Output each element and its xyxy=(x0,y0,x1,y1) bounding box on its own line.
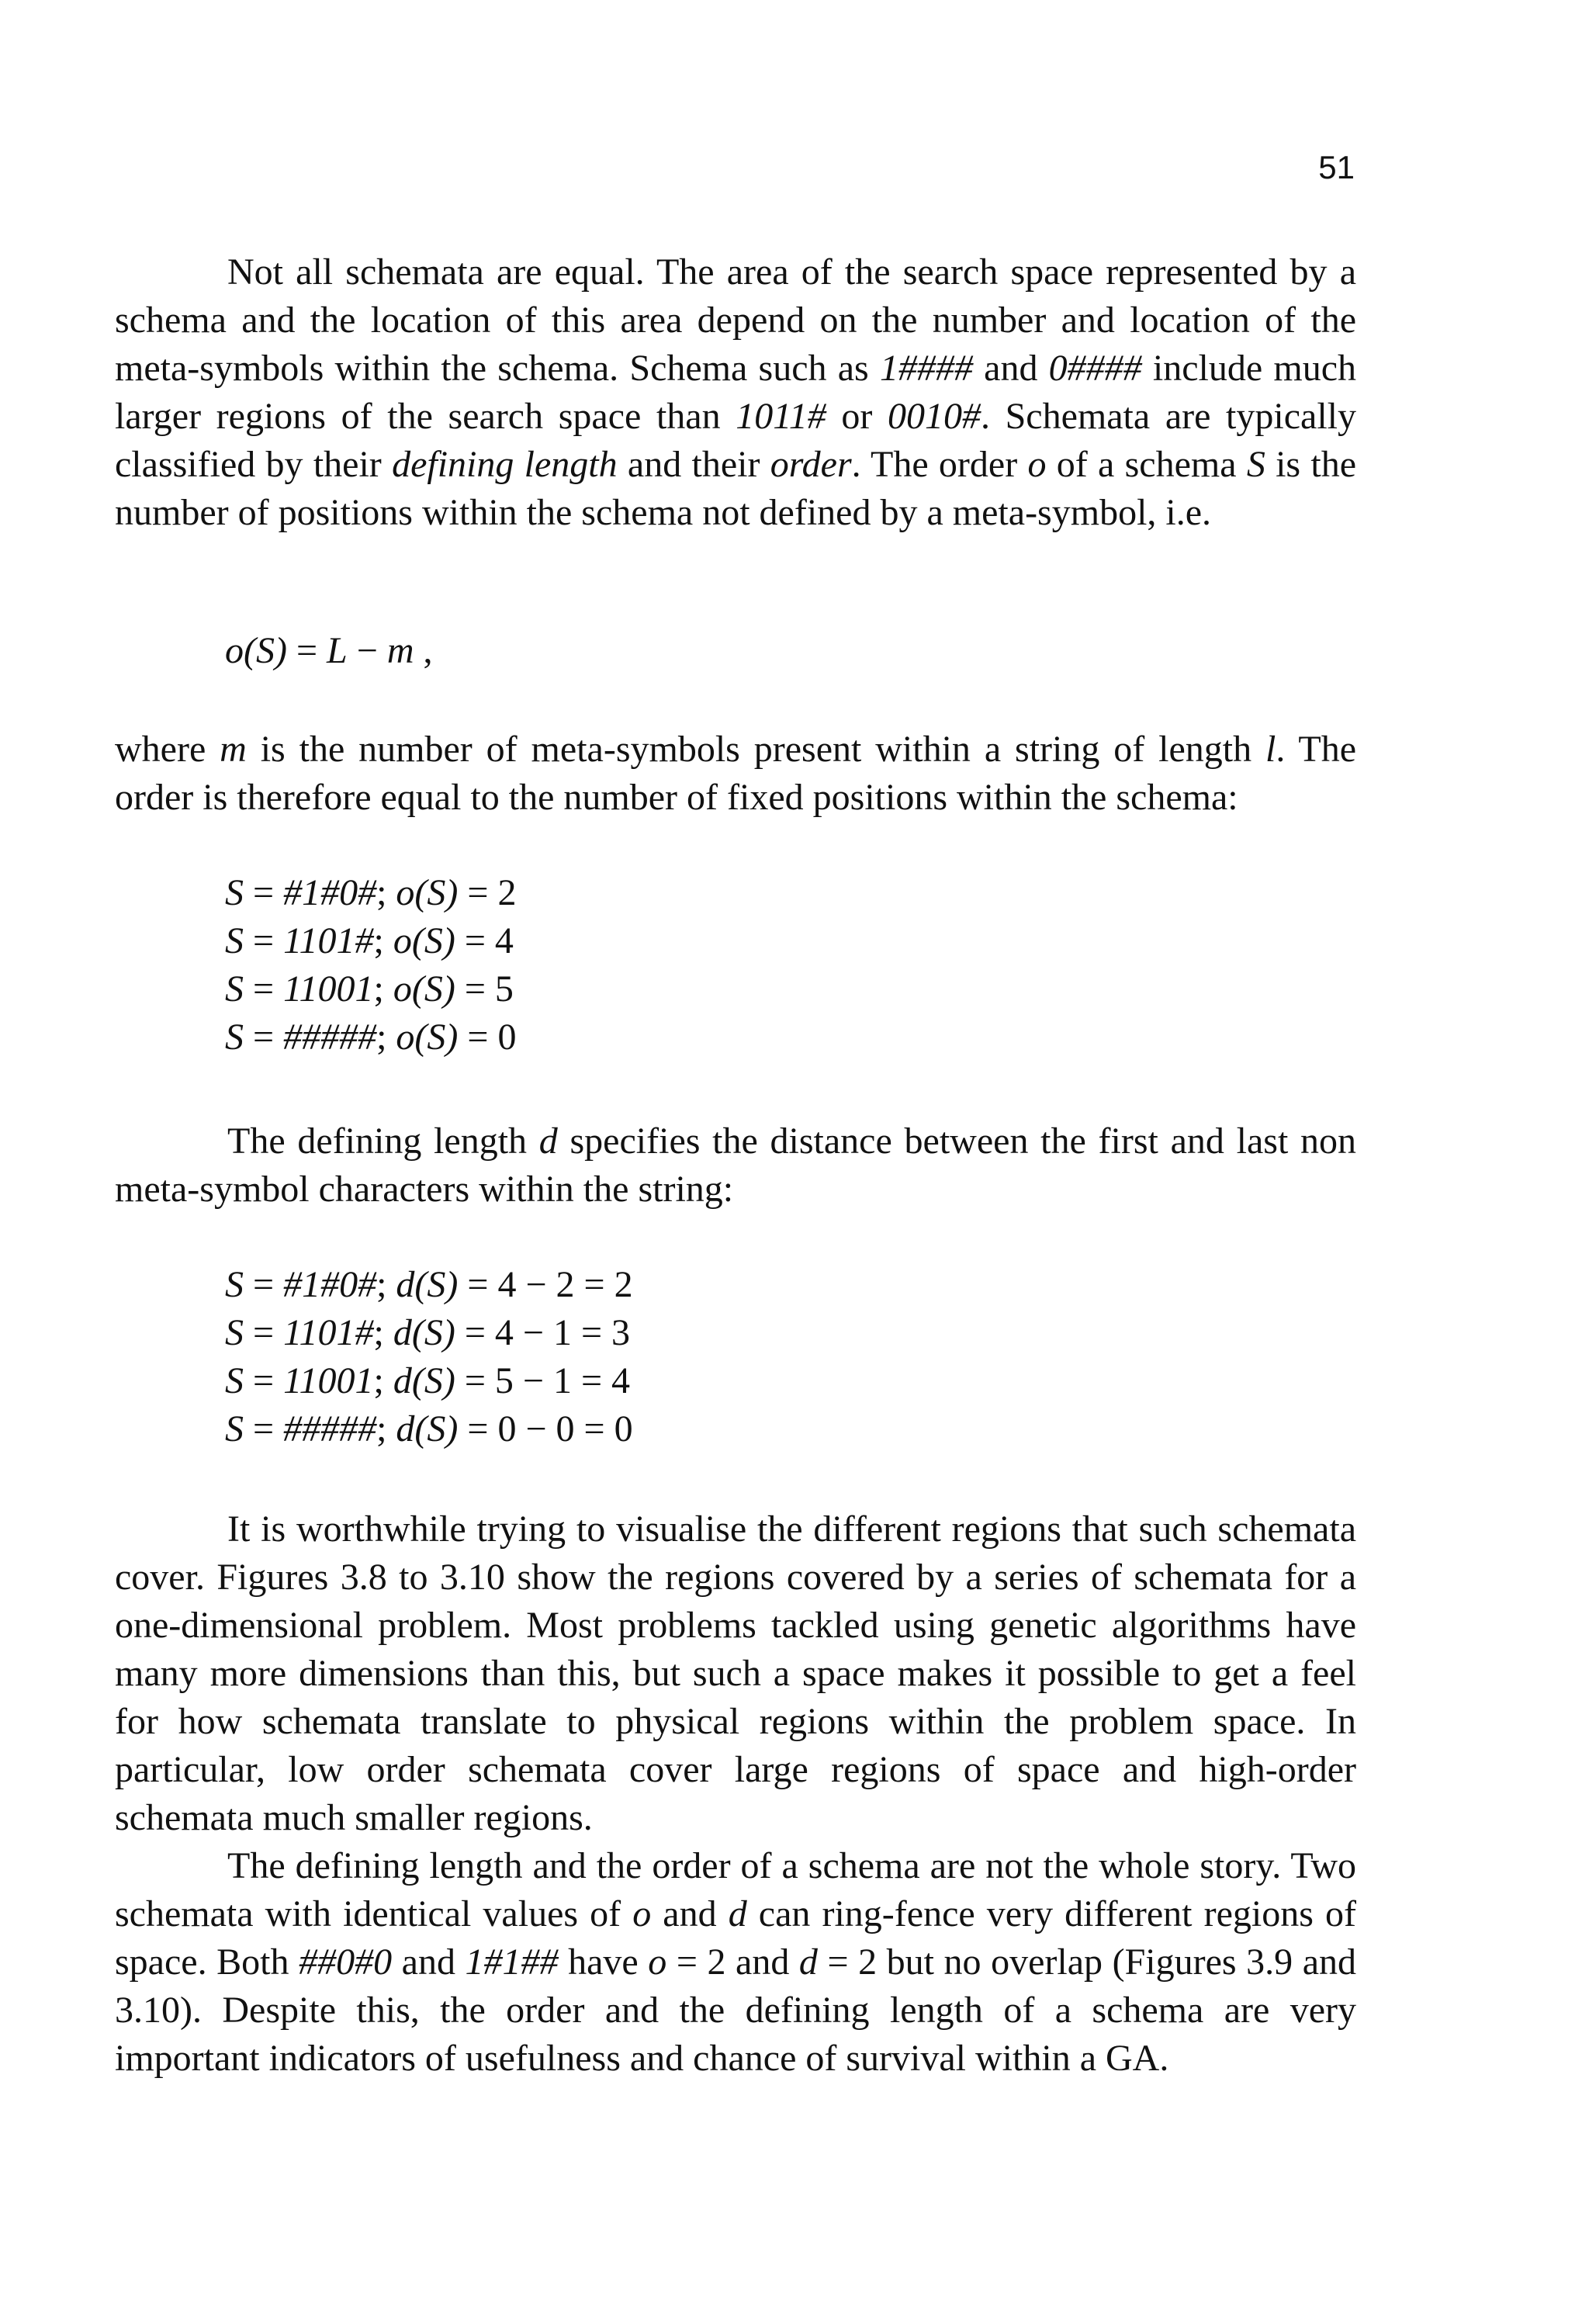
schema-example: ##0#0 xyxy=(299,1941,393,1983)
equation-sign: = xyxy=(244,872,284,913)
separator: ; xyxy=(373,920,393,961)
equation-sign: = xyxy=(244,1264,284,1305)
order-equation xyxy=(225,627,433,675)
text-segment: = 2 but no overlap (Figures 3.9 and 3.10). Despite this, the order and the defining length of a schema are very important indicators of usefulness and chance of survival within a GA. xyxy=(115,1941,1356,2079)
schema-example: 0#### xyxy=(1048,348,1142,389)
text-segment: The defining length and the order of a schema are not the whole story. Two schemata with identical values of xyxy=(115,1845,1356,1934)
order-result: = 2 xyxy=(458,872,517,913)
separator: ; xyxy=(373,968,393,1010)
length-example-row xyxy=(225,1357,633,1405)
text-segment: and xyxy=(651,1893,729,1934)
length-example-row xyxy=(225,1261,633,1309)
schema-string: 11001 xyxy=(283,968,374,1010)
length-example-row xyxy=(225,1309,633,1357)
length-result: = 0 − 0 = 0 xyxy=(458,1408,633,1449)
separator: ; xyxy=(373,1312,393,1353)
length-example-row xyxy=(225,1405,633,1453)
paragraph-not-whole-story xyxy=(115,1842,1356,2083)
schema-string: #1#0# xyxy=(283,872,377,913)
math-symbol: l xyxy=(1265,729,1276,770)
order-function: o(S) xyxy=(396,1017,459,1058)
order-result: = 4 xyxy=(455,920,514,961)
text-segment: specifies the distance between the first and last non meta-symbol characters within the string: xyxy=(115,1120,1357,1210)
math-symbol: d xyxy=(538,1120,558,1162)
order-examples-list xyxy=(225,869,516,1062)
text-segment: where xyxy=(115,729,220,770)
schema-example: 1#1## xyxy=(465,1941,559,1983)
text-segment: of a schema xyxy=(1046,444,1247,485)
text-segment: is the number of positions within the schema not defined by a meta-symbol, i.e. xyxy=(115,444,1357,533)
text-segment: have xyxy=(558,1941,649,1983)
text-segment: It is worthwhile trying to visualise the different regions that such schemata cover. Figures 3.8 to 3.10 show the regions covered by a series of schemata for a one-dimensional problem. Most problems tackled using genetic algorithms have many more dimensions than this, but such a space makes it possible to get a feel for how schemata translate to physical regions within the problem space. In particular, low order schemata cover large regions of space and high-order schemata much smaller regions. xyxy=(115,1508,1356,1838)
schema-string: 1101# xyxy=(283,1312,374,1353)
order-function: o(S) xyxy=(393,968,455,1010)
paragraph-schemata-intro xyxy=(115,248,1356,537)
paragraph-order-explanation xyxy=(115,726,1356,822)
text-segment: can ring-fence very different regions of space. Both xyxy=(115,1893,1356,1983)
text-segment: is the number of meta-symbols present within a string of length xyxy=(246,729,1265,770)
schema-string: 1101# xyxy=(283,920,374,961)
schema-string: 11001 xyxy=(283,1360,374,1401)
text-segment: The defining length xyxy=(227,1120,539,1162)
term-order: order xyxy=(770,444,852,485)
schema-example: 0010# xyxy=(887,396,981,437)
math-symbol: d xyxy=(798,1941,818,1983)
math-symbol: d xyxy=(728,1893,747,1934)
paragraph-defining-length xyxy=(115,1117,1356,1214)
length-result: = 5 − 1 = 4 xyxy=(455,1360,631,1401)
order-example-row xyxy=(225,965,516,1013)
math-symbol: S xyxy=(225,1408,244,1449)
paragraph-visualise-regions xyxy=(115,1505,1356,1842)
schema-string: #1#0# xyxy=(283,1264,377,1305)
equation-tail: , xyxy=(414,630,433,671)
schema-example: 1#### xyxy=(879,348,973,389)
order-result: = 0 xyxy=(458,1017,517,1058)
math-symbol: S xyxy=(225,872,244,913)
text-segment: or xyxy=(826,396,888,437)
separator: ; xyxy=(376,1017,396,1058)
order-function: o(S) xyxy=(393,920,455,961)
equation-sign: = xyxy=(244,1408,284,1449)
equation-sign: = xyxy=(286,630,327,671)
text-segment: and xyxy=(392,1941,466,1983)
text-segment: and their xyxy=(617,444,770,485)
math-symbol: S xyxy=(225,1017,244,1058)
math-symbol: S xyxy=(225,1360,244,1401)
math-symbol: S xyxy=(225,968,244,1010)
equation-sign: = xyxy=(244,1312,284,1353)
separator: ; xyxy=(376,1408,396,1449)
separator: ; xyxy=(376,872,396,913)
schema-example: 1011# xyxy=(736,396,826,437)
equation-term: m xyxy=(386,630,414,671)
length-result: = 4 − 1 = 3 xyxy=(455,1312,631,1353)
equation-term: L xyxy=(327,630,348,671)
math-symbol: o xyxy=(648,1941,667,1983)
length-function: d(S) xyxy=(393,1360,455,1401)
equation-sign: = xyxy=(244,920,284,961)
math-symbol: m xyxy=(220,729,247,770)
math-symbol: S xyxy=(225,920,244,961)
order-example-row xyxy=(225,869,516,917)
text-segment: and xyxy=(972,348,1049,389)
order-result: = 5 xyxy=(455,968,514,1010)
text-segment: include much larger regions of the search space than xyxy=(115,348,1357,437)
equation-sign: = xyxy=(244,1360,284,1401)
schema-string: ##### xyxy=(283,1017,377,1058)
length-function: d(S) xyxy=(393,1312,455,1353)
math-symbol: o xyxy=(632,1893,652,1934)
separator: ; xyxy=(376,1264,396,1305)
order-example-row xyxy=(225,1013,516,1062)
length-examples-list xyxy=(225,1261,633,1453)
text-segment: . The order is therefore equal to the number of fixed positions within the schema: xyxy=(115,729,1356,818)
equation-sign: = xyxy=(244,1017,284,1058)
math-symbol: S xyxy=(1246,444,1265,485)
schema-string: ##### xyxy=(283,1408,377,1449)
text-segment: = 2 and xyxy=(666,1941,799,1983)
term-defining-length: defining length xyxy=(392,444,618,485)
text-segment: Not all schemata are equal. The area of the search space represented by a schema and the location of this area depend on the number and location of the meta-symbols within the schema. Schema such as xyxy=(115,251,1356,389)
equation-sign: = xyxy=(244,968,284,1010)
length-function: d(S) xyxy=(396,1264,459,1305)
separator: ; xyxy=(373,1360,393,1401)
page-number: 51 xyxy=(1318,149,1355,185)
length-function: d(S) xyxy=(396,1408,459,1449)
text-segment: . Schemata are typically classified by their xyxy=(115,396,1356,485)
equation-sign: − xyxy=(347,630,387,671)
text-segment: . The order xyxy=(851,444,1028,485)
math-symbol: o xyxy=(1027,444,1047,485)
order-function: o(S) xyxy=(396,872,459,913)
math-symbol: S xyxy=(225,1312,244,1353)
equation-lhs: o(S) xyxy=(225,630,287,671)
length-result: = 4 − 2 = 2 xyxy=(458,1264,633,1305)
math-symbol: S xyxy=(225,1264,244,1305)
order-example-row xyxy=(225,917,516,965)
